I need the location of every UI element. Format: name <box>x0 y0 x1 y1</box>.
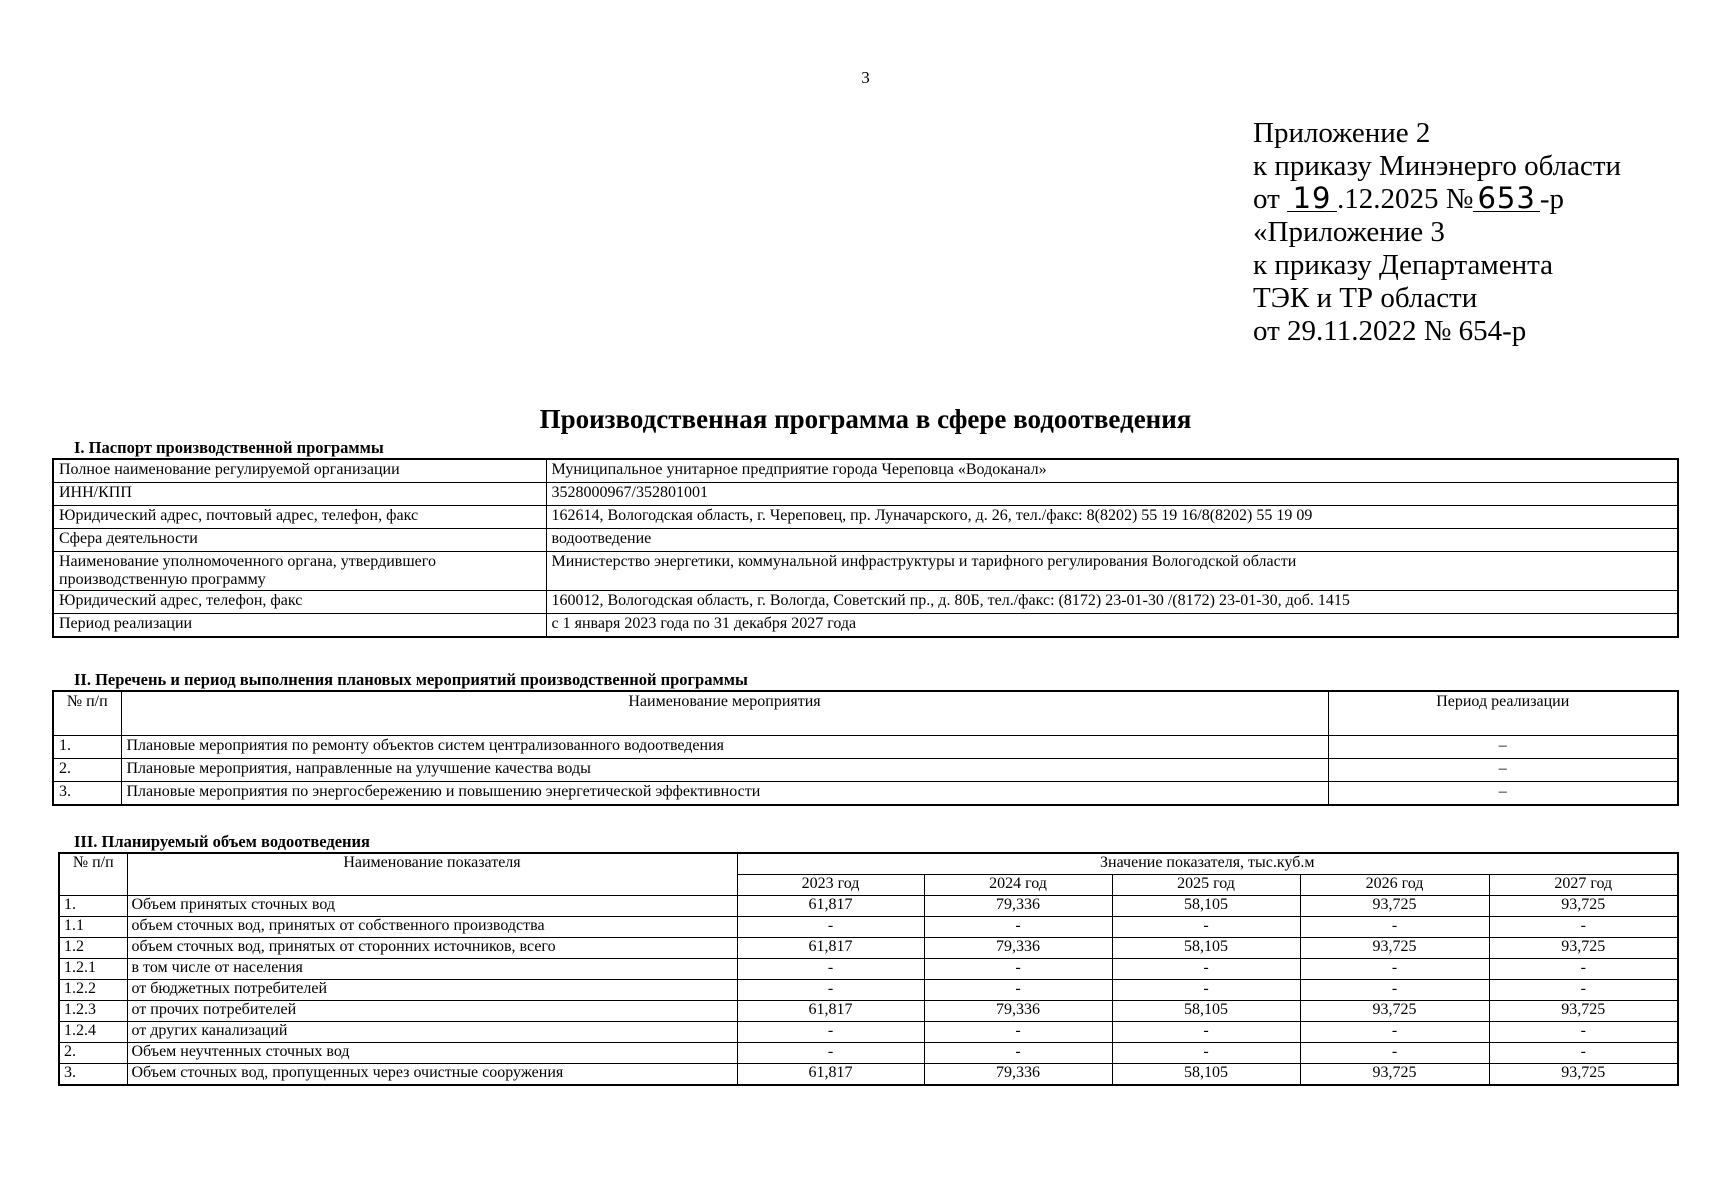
value-cell: 93,725 <box>1489 896 1678 917</box>
appendix-line: от 29.11.2022 № 654-р <box>1253 315 1527 347</box>
table-row <box>53 736 1678 759</box>
passport-label: Период реализации <box>53 614 546 638</box>
value-cell: 93,725 <box>1489 1001 1678 1022</box>
value-cell: 93,725 <box>1300 1064 1489 1086</box>
row-num: 1.2.3 <box>59 1001 127 1022</box>
passport-label: Сфера деятельности <box>53 529 546 552</box>
table-header-row <box>53 691 1678 736</box>
value-cell: 61,817 <box>737 938 924 959</box>
value-cell: - <box>737 1043 924 1064</box>
event-period: – <box>1328 736 1678 759</box>
passport-label: Юридический адрес, почтовый адрес, телефон, факс <box>53 506 546 529</box>
value-cell: - <box>1112 1022 1300 1043</box>
table-row <box>53 459 1678 483</box>
header-year: 2026 год <box>1300 875 1489 896</box>
value-cell: - <box>1489 959 1678 980</box>
row-num: 1.2 <box>59 938 127 959</box>
value-cell: 61,817 <box>737 896 924 917</box>
value-cell: - <box>737 917 924 938</box>
passport-value: Министерство энергетики, коммунальной инфраструктуры и тарифного регулирования Вологодской области <box>546 552 1678 591</box>
indicator-name: в том числе от населения <box>127 959 737 980</box>
row-num: 3. <box>53 782 121 806</box>
order-date: .12.2025 № <box>1337 183 1474 215</box>
table-row <box>59 1022 1678 1043</box>
passport-value: с 1 января 2023 года по 31 декабря 2027 года <box>546 614 1678 638</box>
value-cell: 58,105 <box>1112 1064 1300 1086</box>
table-row <box>53 614 1678 638</box>
order-suffix: -р <box>1539 183 1564 215</box>
event-name: Плановые мероприятия по ремонту объектов систем централизованного водоотведения <box>121 736 1328 759</box>
value-cell: 93,725 <box>1489 938 1678 959</box>
row-num: 1. <box>59 896 127 917</box>
value-cell: - <box>737 959 924 980</box>
indicator-name: от прочих потребителей <box>127 1001 737 1022</box>
passport-label: Наименование уполномоченного органа, утвердившего производственную программу <box>53 552 546 591</box>
indicator-name: от бюджетных потребителей <box>127 980 737 1001</box>
header-num: № п/п <box>59 853 127 896</box>
value-cell: - <box>924 1022 1112 1043</box>
section1-heading: I. Паспорт производственной программы <box>74 438 384 457</box>
value-cell: 58,105 <box>1112 896 1300 917</box>
header-event-name: Наименование мероприятия <box>121 691 1328 736</box>
row-num: 1.1 <box>59 917 127 938</box>
header-num: № п/п <box>53 691 121 736</box>
row-num: 2. <box>59 1043 127 1064</box>
value-cell: 61,817 <box>737 1064 924 1086</box>
table-row <box>59 959 1678 980</box>
passport-label: Юридический адрес, телефон, факс <box>53 591 546 614</box>
value-cell: - <box>924 959 1112 980</box>
table-row <box>53 506 1678 529</box>
appendix-line: к приказу Минэнерго области <box>1253 150 1622 182</box>
table-row <box>53 782 1678 806</box>
passport-table <box>52 458 1679 638</box>
table-row <box>53 591 1678 614</box>
table-row <box>53 529 1678 552</box>
value-cell: 93,725 <box>1489 1064 1678 1086</box>
row-num: 1.2.1 <box>59 959 127 980</box>
table-row <box>59 1001 1678 1022</box>
section2-heading: II. Перечень и период выполнения плановых мероприятий производственной программы <box>74 670 748 689</box>
table-row <box>59 917 1678 938</box>
value-cell: 79,336 <box>924 938 1112 959</box>
indicator-name: объем сточных вод, принятых от сторонних источников, всего <box>127 938 737 959</box>
passport-value: 162614, Вологодская область, г. Череповец, пр. Луначарского, д. 26, тел./факс: 8(8202) 55 19 16/8(8202) 55 19 09 <box>546 506 1678 529</box>
table-row <box>59 980 1678 1001</box>
appendix-order-line <box>1253 183 1621 216</box>
handwritten-order-number: 653 <box>1473 185 1539 212</box>
header-value-group: Значение показателя, тыс.куб.м <box>737 853 1678 875</box>
header-year: 2025 год <box>1112 875 1300 896</box>
passport-value: 160012, Вологодская область, г. Вологда, Советский пр., д. 80Б, тел./факс: (8172) 23-01-30 /(8172) 23-01-30, доб. 1415 <box>546 591 1678 614</box>
appendix-line: Приложение 2 <box>1253 117 1431 149</box>
table-row <box>53 759 1678 782</box>
appendix-line: «Приложение 3 <box>1253 216 1445 248</box>
table-row <box>59 938 1678 959</box>
document-title: Производственная программа в сфере водоотведения <box>539 404 1192 434</box>
passport-value: Муниципальное унитарное предприятие города Череповца «Водоканал» <box>546 459 1678 483</box>
value-cell: - <box>1300 959 1489 980</box>
row-num: 1.2.4 <box>59 1022 127 1043</box>
row-num: 1.2.2 <box>59 980 127 1001</box>
table-row <box>53 483 1678 506</box>
volume-table <box>58 852 1679 1086</box>
value-cell: - <box>1112 1043 1300 1064</box>
indicator-name: Объем неучтенных сточных вод <box>127 1043 737 1064</box>
passport-value: водоотведение <box>546 529 1678 552</box>
value-cell: - <box>1300 1043 1489 1064</box>
value-cell: 61,817 <box>737 1001 924 1022</box>
event-name: Плановые мероприятия по энергосбережению и повышению энергетической эффективности <box>121 782 1328 806</box>
value-cell: 58,105 <box>1112 938 1300 959</box>
row-num: 2. <box>53 759 121 782</box>
event-name: Плановые мероприятия, направленные на улучшение качества воды <box>121 759 1328 782</box>
value-cell: - <box>1112 980 1300 1001</box>
row-num: 3. <box>59 1064 127 1086</box>
row-num: 1. <box>53 736 121 759</box>
value-cell: - <box>1300 917 1489 938</box>
indicator-name: от других канализаций <box>127 1022 737 1043</box>
value-cell: - <box>737 1022 924 1043</box>
value-cell: - <box>1489 1022 1678 1043</box>
value-cell: - <box>924 917 1112 938</box>
value-cell: - <box>1300 1022 1489 1043</box>
value-cell: - <box>737 980 924 1001</box>
volume-table-body <box>59 896 1678 1086</box>
appendix-line: к приказу Департамента <box>1253 249 1554 281</box>
header-indicator-name: Наименование показателя <box>127 853 737 896</box>
value-cell: 93,725 <box>1300 938 1489 959</box>
passport-label: Полное наименование регулируемой организации <box>53 459 546 483</box>
header-year: 2023 год <box>737 875 924 896</box>
value-cell: - <box>1300 980 1489 1001</box>
table-row <box>59 1043 1678 1064</box>
header-year: 2027 год <box>1489 875 1678 896</box>
passport-value: 3528000967/352801001 <box>546 483 1678 506</box>
page-number: 3 <box>861 68 870 87</box>
value-cell: 93,725 <box>1300 896 1489 917</box>
indicator-name: Объем сточных вод, пропущенных через очистные сооружения <box>127 1064 737 1086</box>
value-cell: - <box>1489 980 1678 1001</box>
table-row <box>53 552 1678 591</box>
value-cell: 58,105 <box>1112 1001 1300 1022</box>
table-row <box>59 896 1678 917</box>
indicator-name: объем сточных вод, принятых от собственного производства <box>127 917 737 938</box>
value-cell: 79,336 <box>924 1064 1112 1086</box>
passport-label: ИНН/КПП <box>53 483 546 506</box>
value-cell: 79,336 <box>924 896 1112 917</box>
value-cell: - <box>1112 959 1300 980</box>
value-cell: 79,336 <box>924 1001 1112 1022</box>
event-period: – <box>1328 782 1678 806</box>
appendix-line: ТЭК и ТР области <box>1253 282 1478 314</box>
section3-heading: III. Планируемый объем водоотведения <box>74 832 370 851</box>
handwritten-day: 19 <box>1287 185 1337 212</box>
value-cell: 93,725 <box>1300 1001 1489 1022</box>
value-cell: - <box>924 980 1112 1001</box>
header-period: Период реализации <box>1328 691 1678 736</box>
event-period: – <box>1328 759 1678 782</box>
table-row <box>59 1064 1678 1086</box>
indicator-name: Объем принятых сточных вод <box>127 896 737 917</box>
value-cell: - <box>1489 917 1678 938</box>
value-cell: - <box>1112 917 1300 938</box>
events-table <box>52 690 1679 806</box>
table-header-row <box>59 853 1678 875</box>
appendix-block <box>1253 117 1621 348</box>
value-cell: - <box>924 1043 1112 1064</box>
value-cell: - <box>1489 1043 1678 1064</box>
header-year: 2024 год <box>924 875 1112 896</box>
order-prefix: от <box>1253 183 1288 215</box>
